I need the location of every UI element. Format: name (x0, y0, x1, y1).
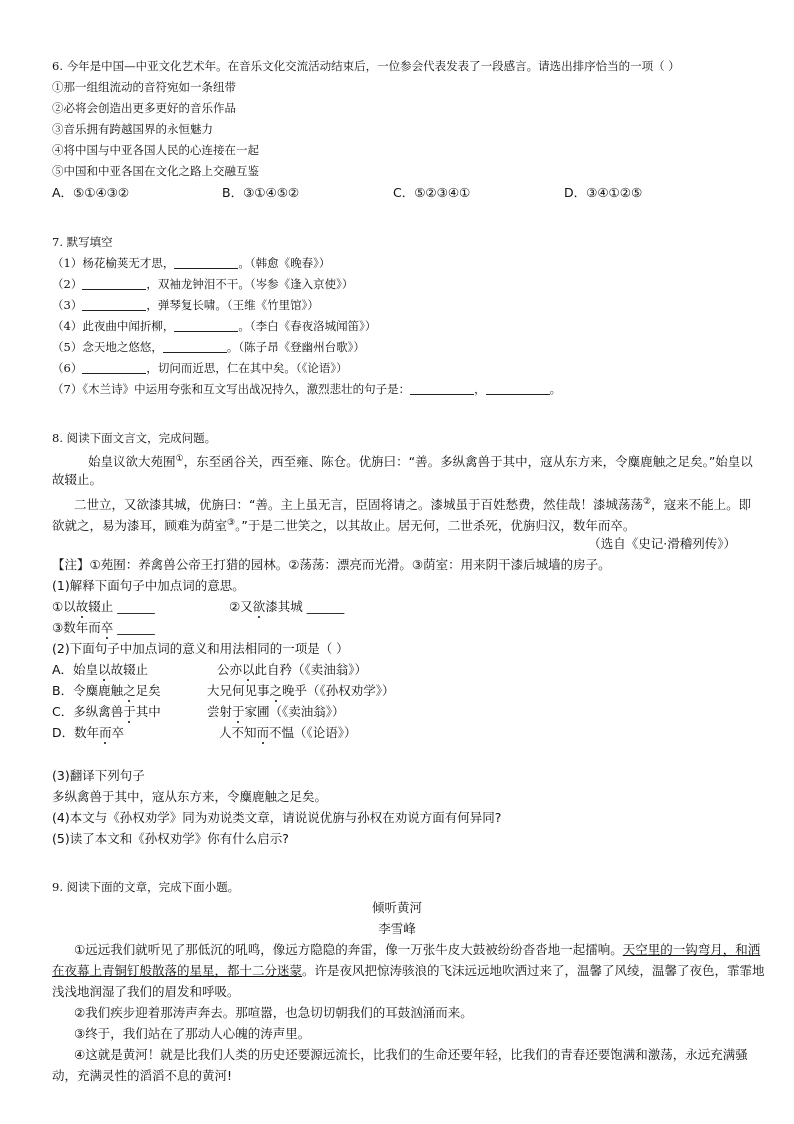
q8-word-3-dotted: 卒 (100, 620, 114, 635)
q8-passage-line-1 (88, 451, 753, 470)
q8-option-d-left (52, 725, 124, 741)
q8-ob1-pre: B．令麋鹿触 (52, 683, 124, 698)
q8-word-2-pre: ②又 (229, 599, 253, 614)
q8-od2-pre: 人不知 (219, 725, 257, 740)
q8-oc1-pre: C．多纵禽兽 (52, 704, 124, 719)
q7-blank-4[interactable] (174, 319, 238, 332)
q7-line-4-text-b: 。（李白《春夜洛城闻笛》） (238, 319, 377, 333)
q8-subq-4: (4)本文与《孙权劝学》同为劝说类文章，请说说优旃与孙权在劝说方面有何异同? (52, 810, 502, 825)
q8-ob2-pre: 大兄何见事 (207, 683, 270, 698)
q8-stem: 8. 阅读下面文言文，完成问题。 (52, 431, 217, 445)
q8-p1-text-a: 始皇议欲大苑囿 (88, 454, 176, 470)
q8-passage-line-4 (52, 515, 635, 534)
q6-option-d: D．③④①②⑤ (564, 185, 643, 200)
q7-line-2-text-b: ，双袖龙钟泪不干。（岑参《逢入京使》） (146, 277, 354, 291)
q8-word-3-post: ______ (113, 620, 155, 635)
q9-p1-underlined-b: 在夜幕上青铜钉般散落的星星，都十二分迷蒙 (52, 963, 303, 978)
q7-blank-3[interactable] (82, 298, 146, 311)
q8-passage-line-2: 故辍止。 (52, 472, 103, 487)
q9-p1-text-b: 。许是夜风把惊涛骇浪的飞沫远远地吹洒过来了，温馨了风绫，温馨了夜色，霏霏地 (302, 963, 765, 978)
q7-line-4-text-a: （4）此夜曲中闻折柳， (52, 319, 175, 333)
q8-subq-3: (3)翻译下列句子 (52, 768, 145, 783)
q8-od1-dotted: 而 (99, 725, 112, 740)
q6-item-2: ②必将会创造出更多更好的音乐作品 (52, 101, 236, 115)
q8-option-c-left (52, 704, 161, 720)
q6-item-3: ③音乐拥有跨越国界的永恒魅力 (52, 122, 213, 136)
q6-option-a: A．⑤①④③② (52, 185, 130, 200)
q8-ob1-dotted: 之 (123, 683, 136, 698)
q8-oa2-pre: 公亦 (217, 662, 243, 677)
q8-oc2-dotted: 于 (232, 704, 245, 719)
q8-p3-text-b: 。”于是二世笑之，以其故止。居无何，二世杀死，优旃归汉，数年而卒。 (235, 518, 636, 534)
q8-option-c-right (207, 704, 345, 720)
q7-line-2-text-a: （2） (52, 277, 83, 291)
q8-option-a-right (217, 662, 367, 678)
q7-line-5-text-b: 。（陈子昂《登幽州台歌》） (226, 340, 365, 354)
q9-p1-underlined-a: 天空里的一钩弯月，和洒 (622, 942, 761, 957)
q7-line-3-text-b: ，弹琴复长啸。（王维《竹里馆》） (146, 298, 319, 312)
q8-note-marker-3: ③ (227, 518, 236, 528)
q8-subq-1: (1)解释下面句子中加点词的意思。 (52, 578, 245, 593)
q7-line-4 (52, 318, 376, 334)
q8-passage-line-3 (74, 494, 751, 513)
q9-article-author: 李雪峰 (378, 921, 416, 936)
q6-item-5: ⑤中国和中亚各国在文化之路上交融互鉴 (52, 164, 259, 178)
q6-stem: 6. 今年是中国—中亚文化艺术年。在音乐文化交流活动结束后，一位参会代表发表了一段感言。请选出排序恰当的一项（ ） (52, 59, 680, 73)
q8-p2-text-b: ，寇来不能上。即 (651, 497, 752, 513)
q9-paragraph-2: ②我们疾步迎着那涛声奔去。那喧嚣，也急切切朝我们的耳鼓汹涌而来。 (74, 1005, 473, 1020)
q8-oa1-dotted: 以 (98, 662, 111, 677)
q8-oa1-post: 故辍止 (110, 662, 149, 677)
q7-line-7-text-c: 。 (549, 382, 562, 396)
q7-line-5-text-a: （5）念天地之悠悠， (52, 340, 163, 354)
q7-stem: 7. 默写填空 (52, 235, 113, 249)
q8-p2-text-a: 二世立，又欲漆其城，优旃曰：“善。主上虽无言，臣固将请之。漆城虽于百姓愁费，然佳哉！漆城荡荡 (74, 497, 643, 513)
q9-paragraph-1-line-3: 浅浅地润湿了我们的眉发和呼吸。 (52, 984, 240, 999)
q7-line-6 (52, 360, 348, 376)
q6-option-b: B．③①④⑤② (222, 185, 300, 200)
q8-od2-dotted: 而 (256, 725, 270, 740)
q9-paragraph-4-line-1: ④这就是黄河！就是比我们人类的历史还要源远流长，比我们的生命还要年轻，比我们的青春还要饱满和激荡，永远充满骚 (74, 1047, 748, 1062)
q7-line-5 (52, 339, 365, 355)
q8-word-2-post: 漆其城 ______ (265, 599, 345, 614)
q8-ob2-post: 晚乎（《孙权劝学》） (282, 683, 395, 698)
q7-line-7-text-b: ， (474, 382, 486, 396)
q8-oc1-dotted: 于 (123, 704, 136, 719)
q9-p1-text-a: ①远远我们就听见了那低沉的吼鸣，像远方隐隐的奔雷，像一万张牛皮大鼓被纷纷沓沓地一起擂响。 (74, 942, 623, 957)
q8-oa2-dotted: 以 (242, 662, 255, 677)
q8-p3-text-a: 欲就之，易为漆耳，顾难为荫室 (52, 518, 228, 534)
q7-line-1-text-b: 。（韩愈《晚春》） (238, 256, 331, 270)
q6-item-1: ①那一组组流动的音符宛如一条纽带 (52, 80, 236, 94)
q8-od2-post: 不愠（《论语》） (269, 725, 357, 740)
q8-oc2-post: 家圃（《卖油翁》） (244, 704, 345, 719)
q8-word-1-pre: ①以 (52, 599, 76, 614)
q7-line-7-text-a: （7）《木兰诗》中运用夸张和互文写出战况持久，激烈悲壮的句子是： (52, 382, 411, 396)
q8-word-3-pre: ③数年而 (52, 620, 101, 635)
q8-word-1-post: 辍止 ______ (88, 599, 155, 614)
q8-oc1-post: 其中 (135, 704, 161, 719)
q9-paragraph-1-line-1 (74, 942, 760, 958)
q8-od1-post: 卒 (111, 725, 125, 740)
q7-line-6-text-b: ，切问而近思，仁在其中矣。（《论语》） (146, 361, 348, 375)
q8-ob1-post: 足矣 (135, 683, 161, 698)
q7-line-2 (52, 276, 353, 292)
q8-word-2 (229, 599, 344, 615)
q7-line-7 (52, 381, 561, 397)
q9-article-title: 倾听黄河 (371, 900, 422, 915)
q8-p1-text-b: ，东至函谷关，西至雍、陈仓。优旃曰：“善。多纵禽兽于其中，寇从东方来，令麋鹿触之足矣。”始皇以 (183, 454, 753, 470)
q8-option-b-right (207, 683, 395, 699)
q8-oc2-pre: 尝射 (207, 704, 233, 719)
q9-stem: 9. 阅读下面的文章，完成下面小题。 (52, 880, 240, 894)
q7-line-1-text-a: （1）杨花榆荚无才思， (52, 256, 175, 270)
q8-note-marker-2: ② (642, 497, 652, 507)
q7-blank-7[interactable] (410, 382, 474, 395)
q8-note-marker-1: ① (175, 454, 184, 464)
q8-subq-2: (2)下面句子中加点词的意义和用法相同的一项是（ ） (52, 641, 349, 656)
q8-ob2-dotted: 之 (269, 683, 283, 698)
q6-option-c: C．⑤②③④① (393, 185, 471, 200)
q7-blank-1[interactable] (174, 256, 238, 269)
q8-option-a-left (52, 662, 148, 678)
q7-blank-5[interactable] (163, 340, 227, 353)
q8-oa2-post: 此自矜（《卖油翁》） (254, 662, 368, 677)
q8-oa1-pre: A．始皇 (52, 662, 99, 677)
q9-paragraph-3: ③终于，我们站在了那动人心魄的涛声里。 (74, 1026, 311, 1041)
q8-od1-pre: D．数年 (52, 725, 100, 740)
q7-blank-2[interactable] (82, 277, 146, 290)
q6-item-4: ④将中国与中亚各国人民的心连接在一起 (52, 143, 259, 157)
q8-word-2-dotted: 欲 (252, 599, 266, 614)
q8-word-1 (52, 599, 155, 615)
q8-subq-3-sentence: 多纵禽兽于其中，寇从东方来，令麋鹿触之足矣。 (52, 789, 328, 804)
q7-line-3-text-a: （3） (52, 298, 83, 312)
q7-line-3 (52, 297, 319, 313)
q8-note: 【注】①苑囿：养禽兽公帝王打猎的园林。②荡荡：漂亮而光滑。③荫室：用来阴干漆后城墙的房子。 (52, 557, 611, 572)
q8-word-1-dotted: 故 (75, 599, 89, 614)
q9-paragraph-4-line-2: 动，充满灵性的滔滔不息的黄河! (52, 1068, 233, 1083)
q8-option-b-left (52, 683, 161, 699)
q8-option-d-right (219, 725, 357, 741)
q7-line-6-text-a: （6） (52, 361, 83, 375)
q8-subq-5: (5)读了本文和《孙权劝学》你有什么启示? (52, 831, 289, 846)
q7-line-1 (52, 255, 330, 271)
q8-source: （选自《史记·滑稽列传》） (588, 536, 736, 551)
q7-blank-6[interactable] (82, 361, 146, 374)
q8-word-3 (52, 620, 155, 636)
q7-blank-8[interactable] (486, 382, 550, 395)
q9-paragraph-1-line-2 (52, 963, 765, 979)
